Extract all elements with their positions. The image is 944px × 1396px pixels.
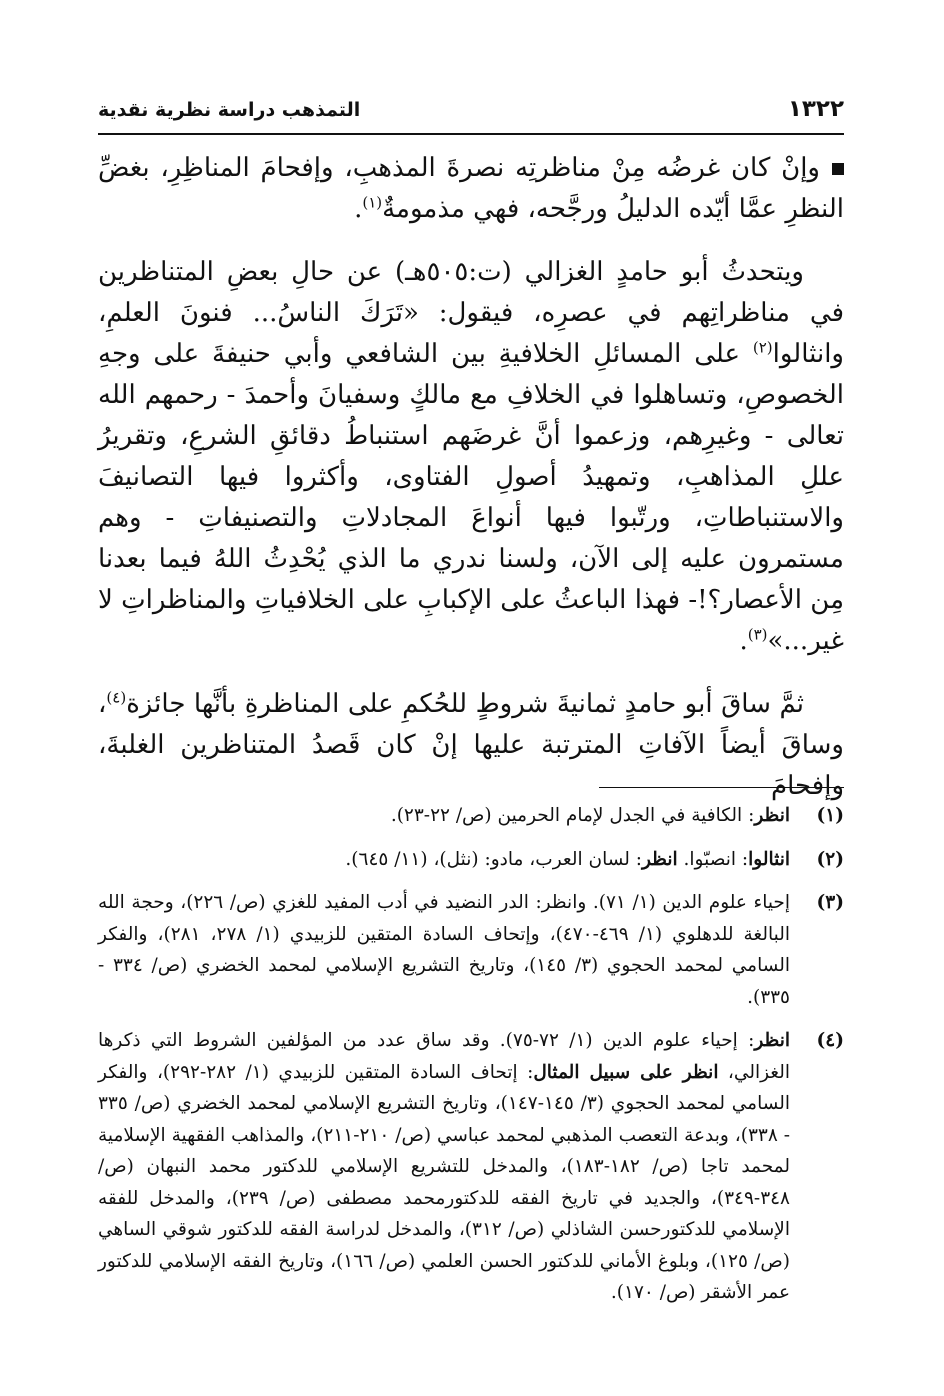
footnote-1 bbox=[98, 800, 844, 832]
footnote-2 bbox=[98, 844, 844, 876]
running-header bbox=[98, 96, 844, 130]
paragraph-text: وإنْ كان غرضُه مِنْ مناظرتِه نصرةَ المذهبِ، وإفحامَ المناظِرِ، بغضِّ النظرِ عمَّا أيّده الدليلُ ورجَّحه، فهي مذمومةٌ bbox=[98, 153, 844, 224]
paragraph-text: ويتحدثُ أبو حامدٍ الغزالي (ت:٥٠٥هـ) عن حالِ بعضِ المتناظرين في مناظراتِهم في عصرِه، فيقول: «تَرَكَ الناسُ... فنونَ العلمِ، وانثالوا bbox=[98, 257, 844, 369]
footnote-ref: (٤) bbox=[106, 688, 127, 707]
footnote-text-2: : إتحاف السادة المتقين للزبيدي (١/ ٢٨٢-٢٩٢)، والفكر السامي لمحمد الحجوي (٣/ ١٤٥-١٤٧)، وتاريخ التشريع الإسلامي لمحمد الخضري (ص/ ٣٣٥ - ٣٣٨)، وبدعة التعصب المذهبي لمحمد عباسي (ص/ ٢١٠-٢١١)، والمذاهب الفقهية الإسلامية لمحمد تاجا (ص/ ١٨٢-١٨٣)، والمدخل للتشريع الإسلامي للدكتور محمد النبهان (ص/٣٤٨-٣٤٩)، والجديد في تاريخ الفقه للدكتورمحمد مصطفى (ص/ ٢٣٩)، والمدخل للفقه الإسلامي للدكتورحسن الشاذلي (ص/ ٣١٢)، والمدخل لدراسة الفقه للدكتور شوقي الساهي (ص/ ١٢٥)، وبلوغ الأماني للدكتور الحسن العلمي (ص/ ١٦٦)، وتاريخ الفقه الإسلامي للدكتور عمر الأشقر (ص/ ١٧٠). bbox=[98, 1061, 790, 1303]
footnote-number: (٣) bbox=[816, 892, 844, 913]
bullet-square-icon bbox=[832, 163, 844, 175]
footnote-text: إحياء علوم الدين (١/ ٧١). وانظر: الدر النضيد في أدب المفيد للغزي (ص/ ٢٢٦)، وحجة الله البالغة للدهلوي (١/ ٤٦٩-٤٧٠)، وإتحاف السادة المتقين للزبيدي (١/ ٢٧٨، ٢٨١)، والفكر السامي لمحمد الحجوي (٣/ ١٤٥)، وتاريخ التشريع الإسلامي لمحمد الخضري (ص/ ٣٣٤ - ٣٣٥). bbox=[98, 892, 790, 1008]
running-title: التمذهب دراسة نظرية نقدية bbox=[98, 99, 361, 121]
footnotes bbox=[98, 800, 844, 1321]
footnote-ref: (٢) bbox=[752, 338, 773, 357]
footnote-text: : الكافية في الجدل لإمام الحرمين (ص/ ٢٢-٢٣). bbox=[390, 805, 755, 826]
header-rule bbox=[98, 133, 844, 135]
footnote-body bbox=[98, 1025, 790, 1309]
footnote-text: : انصبّوا. bbox=[677, 848, 749, 870]
footnote-lead: انظر bbox=[754, 1030, 790, 1051]
footnote-3 bbox=[98, 887, 844, 1013]
footnote-lead-2: انظر bbox=[641, 848, 678, 870]
paragraph-2 bbox=[98, 252, 844, 662]
footnote-lead: انظر bbox=[754, 805, 790, 826]
footnote-body bbox=[98, 887, 790, 1013]
paragraph-text-continued: على المسائلِ الخلافيةِ بين الشافعي وأبي حنيفةَ على وجهِ الخصوصِ، وتساهلوا في الخلافِ مع مالكٍ وسفيانَ وأحمدَ - رحمهم الله تعالى - وغيرِهم، وزعموا أنَّ غرضَهم استنباطُ دقائقِ الشرعِ، وتقريرُ عللِ المذاهبِ، وتمهيدُ أصولِ الفتاوى، وأكثروا فيها التصانيفَ والاستنباطاتِ، ورتّبوا فيها أنواعَ المجادلاتِ والتصنيفاتِ - وهم مستمرون عليه إلى الآن، ولسنا ندري ما الذي يُحْدِثُ اللهُ فيما بعدنا مِن الأعصار؟!- فهذا الباعثُ على الإكبابِ على الخلافياتِ والمناظراتِ لا غير...» bbox=[98, 339, 844, 656]
footnote-separator bbox=[599, 787, 844, 788]
footnote-lead-2: انظر على سبيل المثال bbox=[533, 1061, 719, 1083]
paragraph-tail: . bbox=[354, 194, 363, 224]
footnote-lead: انثالوا bbox=[748, 848, 790, 870]
footnote-4 bbox=[98, 1025, 844, 1309]
paragraph-3 bbox=[98, 684, 844, 807]
paragraph-1 bbox=[98, 148, 844, 230]
paragraph-tail: . bbox=[739, 626, 748, 656]
footnote-body bbox=[98, 800, 790, 832]
paragraph-tail: ، وساقَ أيضاً الآفاتِ المترتبة عليها إنْ كان قَصدُ المتناظرين الغلبةَ، وإفحامَ bbox=[98, 689, 844, 801]
footnote-number: (٢) bbox=[816, 848, 844, 870]
main-text bbox=[98, 148, 844, 829]
footnote-ref: (٣) bbox=[747, 625, 768, 644]
footnote-text: : إحياء علوم الدين (١/ ٧٢-٧٥). وقد ساق عدد من المؤلفين الشروط التي ذكرها الغزالي، bbox=[98, 1030, 791, 1083]
footnote-number: (٤) bbox=[816, 1030, 844, 1051]
paragraph-text: ثمَّ ساقَ أبو حامدٍ ثمانيةَ شروطٍ للحُكمِ على المناظرةِ بأنَّها جائزة bbox=[126, 689, 804, 719]
page-number: ١٣٢٢ bbox=[787, 96, 844, 122]
footnote-number: (١) bbox=[816, 805, 844, 826]
footnote-ref: (١) bbox=[362, 193, 383, 212]
footnote-text-2: : لسان العرب، مادو: (نثل)، (١١/ ٦٤٥). bbox=[345, 848, 642, 870]
footnote-body bbox=[98, 844, 790, 876]
